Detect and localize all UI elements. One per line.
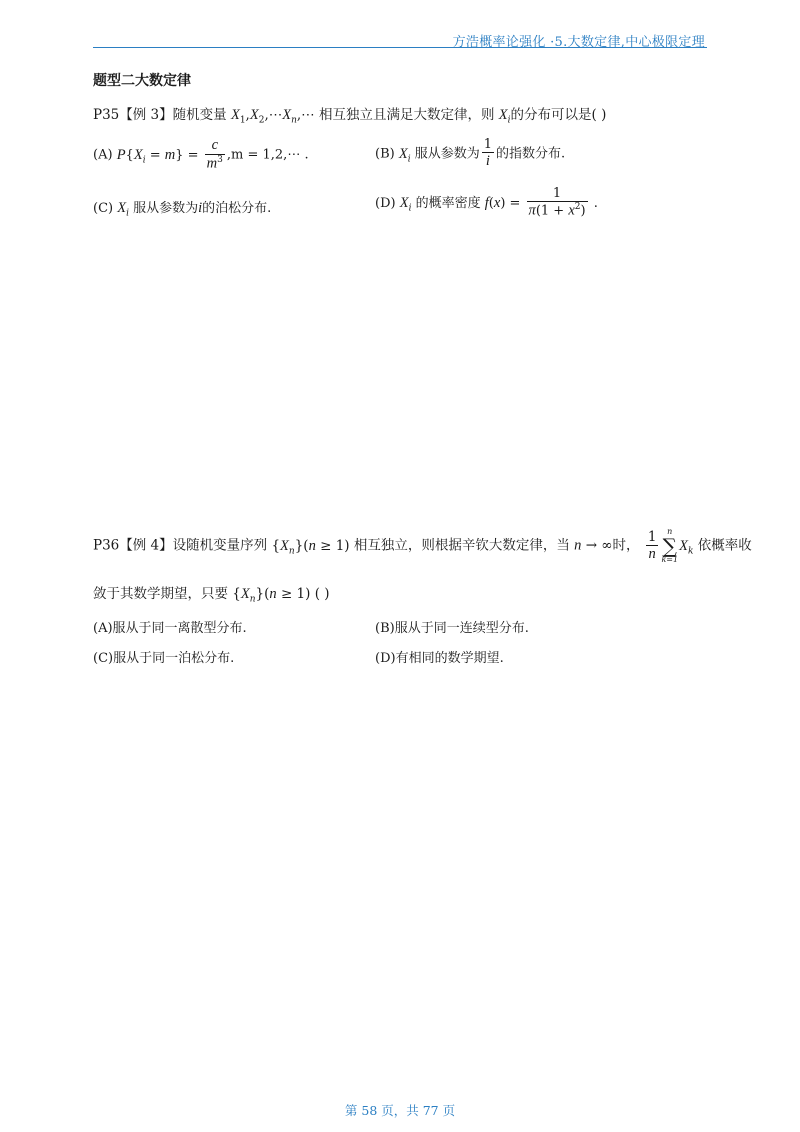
question-number: P35 — [93, 107, 120, 123]
math-xi: $X_i$ — [398, 145, 411, 165]
question-tag: 【例 4】 — [119, 537, 173, 554]
option-c: (C) $X_i$ 服从参数为i的泊松分布. — [93, 200, 272, 219]
question-p36-stem-line2: 敛于其数学期望，只要 $\{X_n\}(n \ge 1)$ ( ) — [93, 586, 330, 605]
math-xi: $X_i$ — [117, 200, 129, 219]
header-rule — [93, 47, 707, 48]
option-c: (C)服从于同一泊松分布. — [93, 651, 235, 666]
math-fraction: $\frac{1}{i}$ — [483, 137, 493, 170]
math-cauchy-density: f(x) = $\frac{1}{\pi(1 + x^2)}$ . — [484, 186, 598, 219]
option-b: (B)服从于同一连续型分布. — [375, 621, 529, 636]
option-a: (A) $P\{X_i = m\}$ = $\frac{c}{m^3}$ ,m = 1,2,⋯ . — [93, 137, 309, 172]
option-d: (D) $X_i$ 的概率密度 f(x) = $\frac{1}{\pi(1 + x^2)}$ . — [375, 186, 598, 219]
math-xi: $X_i$ — [399, 194, 412, 214]
question-number: P36 — [93, 537, 120, 554]
math-pmf: $P\{X_i = m\}$ = $\frac{c}{m^3}$ — [116, 137, 223, 172]
question-tag: 【例 3】 — [119, 107, 173, 123]
math-xi: $X_i$ — [498, 107, 511, 126]
option-a: (A)服从于同一离散型分布. — [93, 621, 247, 636]
math-sequence: $\{X_n\}(n \ge 1)$ — [271, 537, 350, 557]
page-number: 第 58 页，共 77 页 — [344, 1103, 456, 1118]
question-p36-stem: P36【例 4】设随机变量序列 $\{X_n\}(n \ge 1)$ 相互独立，则根据辛钦大数定律，当 n → ∞时， $\frac{1}{n}$ n ∑ k=1 $X_k$ 依概率收 — [93, 527, 752, 564]
option-b: (B) $X_i$ 服从参数为 $\frac{1}{i}$ 的指数分布. — [375, 137, 566, 170]
math-sequence: $X_1,X_2,\cdots X_n,\cdots$ — [230, 107, 315, 126]
question-p35-stem: P35【例 3】随机变量 $X_1,X_2,\cdots X_n,\cdots$ 相互独立且满足大数定律，则 $X_i$的分布可以是( ) — [93, 107, 607, 126]
option-d: (D)有相同的数学期望. — [375, 651, 504, 666]
math-sequence: $\{X_n\}(n \ge 1)$ — [232, 586, 311, 605]
running-header: 方浩概率论强化 ·5.大数定律,中心极限定理 — [452, 35, 705, 50]
math-limit: n → ∞ — [574, 537, 613, 554]
section-title: 题型二大数定律 — [93, 73, 191, 89]
math-sample-mean: $\frac{1}{n}$ n ∑ k=1 $X_k$ — [647, 527, 694, 564]
